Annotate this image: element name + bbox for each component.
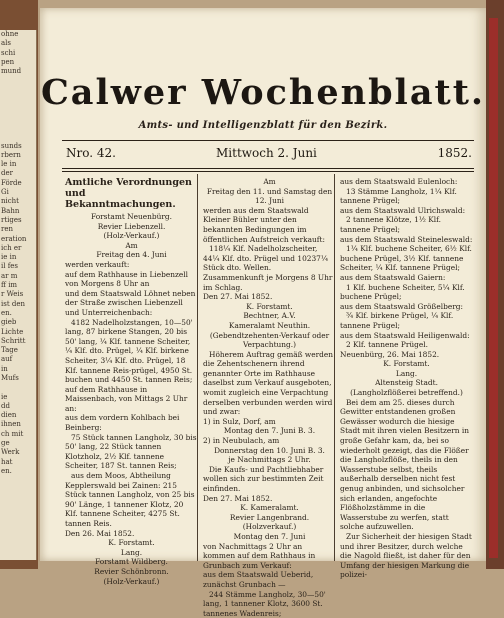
previous-page-fragment: le in xyxy=(1,160,17,169)
article-line: Altensteig Stadt. xyxy=(375,378,438,388)
article-line: Bei dem am 25. dieses durch Gewitter entstandenen großen Gewässer wodurch die hiesige Stadt mit ihren vielen Besitzern in große Gefahr kam, da, bei so wiederholt gezeigt, das die Flößer die Langholzflöße, theils in den Wasserstube selbst, theils außerhalb derselben nicht fest genug anbinden, und sichsolcher sich erlanden, angefochte Flößholzstämme in die Wasserstube zu werfen, statt solche aufzuwellen. xyxy=(340,397,470,532)
article-line: Den 27. Mai 1852. xyxy=(203,292,273,302)
article-line: aus dem Staatswald Heiligenwald: xyxy=(340,330,470,340)
article-line: Montag den 7. Juni xyxy=(233,531,306,541)
article-line: Lang. xyxy=(120,547,143,557)
article-line: 2 tannene Klötze, 1½ Klf. tannene Prügel; xyxy=(340,215,441,234)
previous-page-fragment: ie xyxy=(1,392,8,401)
article-line: Revier Liebenzell. xyxy=(97,221,166,231)
article-line: 75 Stück tannen Langholz, 30 bis 50' lang, 22 Stück tannen Klotzholz, 2½ Klf. tannene Scheiter, 187 St. tannen Reis; xyxy=(65,432,197,471)
article-line: Bechtner, A.V. xyxy=(243,311,296,321)
article-line: werden verkauft: xyxy=(65,259,130,269)
previous-page-fragment: ren xyxy=(1,225,13,234)
text-column-1 xyxy=(65,177,198,586)
article-line: aus dem Staatswald Ueberid, zunächst Grunbach — xyxy=(203,570,314,589)
previous-page-fragment: ich er xyxy=(1,243,22,252)
previous-page-fragment: Gi xyxy=(1,188,9,197)
previous-page-fragment: ff im xyxy=(1,281,18,290)
article-line: 2) in Neubulach, am xyxy=(203,436,280,446)
previous-page-fragment: dd xyxy=(1,401,10,410)
previous-page-fragment: il fes xyxy=(1,262,19,271)
previous-page-fragment: sunds xyxy=(1,141,22,150)
article-line: Den 27. Mai 1852. xyxy=(203,493,273,503)
article-line: ¾ Klf. birkene Prügel, ¼ Klf. tannene Prügel; xyxy=(340,311,454,330)
article-line: K. Kameralamt. xyxy=(240,503,299,513)
previous-page-fragment: Förde xyxy=(1,178,22,187)
previous-page-fragment: Lichte xyxy=(1,327,24,336)
previous-page-fragment: dien xyxy=(1,411,17,420)
previous-page-fragment: Mufs xyxy=(1,373,19,382)
article-line: Zusammenkunft je Morgens 8 Uhr im Schlag. xyxy=(203,272,333,292)
text-column-3 xyxy=(340,177,473,580)
article-line: Am xyxy=(263,177,276,186)
issue-year: 1852. xyxy=(437,146,472,160)
previous-page-fragment: hat xyxy=(1,457,13,466)
previous-page-fragment: ie in xyxy=(1,253,17,262)
previous-page-fragment xyxy=(0,114,36,123)
article-line: K. Forstamt. xyxy=(246,301,293,311)
article-line: Zur Sicherheit der hiesigen Stadt und ihrer Besitzer, durch welche die Nagold fließt, ist daher für den Umfang der hiesigen Markung die polizei- xyxy=(340,531,472,580)
cover-spine-edge xyxy=(489,18,498,558)
article-line: Forstamt Neuenbürg. xyxy=(90,212,173,221)
issue-date: Mittwoch 2. Juni xyxy=(216,146,317,160)
article-line: aus dem Staatswald Steineleswald: xyxy=(340,234,473,244)
previous-page-fragment: ge xyxy=(1,439,10,448)
issue-number: Nro. 42. xyxy=(66,146,116,160)
previous-page-fragment xyxy=(0,383,36,392)
article-line: Am xyxy=(125,240,138,250)
newspaper-subtitle: Amts- und Intelligenzblatt für den Bezirk. xyxy=(138,120,388,131)
previous-page-fragment: r Weis xyxy=(1,290,24,299)
article-line: Den 26. Mai 1852. xyxy=(65,528,135,538)
article-line: Freitag den 11. und Samstag den 12. Juni xyxy=(206,186,333,206)
previous-page-fragment: rtiges xyxy=(1,215,22,224)
previous-page-fragment: ohne xyxy=(1,30,19,38)
newspaper-page xyxy=(40,8,486,618)
article-line: aus dem Staatswald Gaiern: xyxy=(340,272,446,282)
article-line: von Nachmittags 2 Uhr an kommen auf dem Rathhaus in Grunbach zum Verkauf: xyxy=(203,541,316,570)
article-line: Montag den 7. Juni B. 3. xyxy=(223,426,316,436)
previous-page-fragment: Bahn xyxy=(1,206,20,215)
article-line: aus dem Staatswald Größelberg: xyxy=(340,301,463,311)
article-line: auf dem Rathhause in Liebenzell von Morgens 8 Uhr an xyxy=(65,269,189,289)
previous-page-fragment: rbern xyxy=(1,150,21,159)
article-line: auf dem Rathhause in Maissenbach, von Mittags 2 Uhr an: xyxy=(65,384,188,413)
article-line: 4182 Nadelholzstangen, 10—50' lang, 87 birkene Stangen, 20 bis 50' lang, ¼ Klf. tannene Scheiter, ¼ Klf. dto. Prügel, ¼ Klf. birkene Scheiter, 3¼ Klf. dto. Prügel, 18 Klf. tannene Reis-prügel, 4950 St. buchen und 4450 St. tannen Reis; xyxy=(65,317,193,385)
previous-page-fragment: ch mit xyxy=(1,429,24,438)
article-line: Neuenbürg, 26. Mai 1852. xyxy=(340,349,440,359)
article-line: 1 Klf. buchene Scheiter, 5¼ Klf. buchene Prügel; xyxy=(340,282,465,302)
previous-page-fragment xyxy=(0,76,36,85)
previous-page-fragment: auf xyxy=(1,355,13,364)
previous-page-fragment xyxy=(0,95,36,104)
article-line: 1¼ Klf. buchene Scheiter, 6½ Klf. buchene Prügel, 3½ Klf. tannene Scheiter, ¼ Klf. tannene Prügel; xyxy=(340,244,472,273)
previous-page-fragment: Tage xyxy=(1,346,18,355)
article-line: (Holz-Verkauf.) xyxy=(103,231,160,241)
article-line: und dem Staatswald Löhnet neben der Straße zwischen Liebenzell und Unterreichenbach: xyxy=(65,288,196,317)
previous-page-fragment: mund xyxy=(1,67,22,76)
article-line: (Gebendtzehenten-Verkauf oder Verpachtung.) xyxy=(209,330,330,350)
previous-page-fragment: gieb xyxy=(1,318,17,327)
newspaper-title: Calwer Wochenblatt. xyxy=(40,72,486,113)
article-line: 2 Klf. tannene Prügel. xyxy=(346,340,428,350)
previous-page-fragment: pen xyxy=(1,57,15,66)
article-line: Revier Schönbronn. xyxy=(94,566,169,576)
article-line: aus dem Staatswald Eulenloch: xyxy=(340,177,458,186)
previous-page-fragment: eration xyxy=(1,234,27,243)
masthead-top-rule xyxy=(62,140,474,141)
book-cover-right xyxy=(486,0,504,569)
previous-page-fragment: en. xyxy=(1,308,12,317)
text-column-2 xyxy=(203,177,336,618)
article-line: Donnerstag den 10. Juni B. 3. xyxy=(214,445,325,455)
previous-page-fragment: in xyxy=(1,364,8,373)
previous-page-fragment: ihnen xyxy=(1,420,21,429)
article-line: (Langholzflößerei betreffend.) xyxy=(350,388,463,398)
article-line: Revier Langenbrand. xyxy=(229,512,310,522)
article-line: Amtliche Verordnungen und Bekanntmachungen. xyxy=(65,177,192,210)
article-line: Lang. xyxy=(395,368,418,378)
previous-page-fragment: ar m xyxy=(1,271,18,280)
previous-page-fragment: schi xyxy=(1,48,16,57)
article-line: Forstamt Wildberg. xyxy=(95,557,168,567)
previous-page-fragment: als xyxy=(1,39,12,48)
article-line: (Holz-Verkauf.) xyxy=(103,576,160,586)
previous-page-fragment: ist den xyxy=(1,299,26,308)
article-line: Die Kaufs- und Pachtliebhaber wollen sich zur bestimmten Zeit einfinden. xyxy=(203,464,324,493)
article-line: werden aus dem Staatswald Kleiner Bühler unter den bekannten Bedingungen im öffentlichen Aufstreich verkauft: xyxy=(203,205,325,244)
article-line: 244 Stämme Langholz, 30—50' lang, 1 tannener Klotz, 3600 St. tannenes Wadenreis; xyxy=(203,589,326,618)
article-line: 118¼ Klf. Nadelholzscheiter, 44¼ Klf. dto. Prügel und 10237¼ Stück dto. Wellen. xyxy=(203,244,329,273)
article-line: K. Forstamt. xyxy=(383,359,430,369)
article-line: aus dem Moos, Abtheilung Kepplerswald bei Zainen: 215 Stück tannen Langholz, von 25 bis 90' Länge, 1 tannener Klotz, 20 Klf. tannene Scheiter, 4275 St. tannen Reis. xyxy=(65,471,195,528)
article-line: Kameralamt Neuthin. xyxy=(228,320,311,330)
article-line: aus dem Staatswald Ulrichswald: xyxy=(340,205,466,215)
article-line: 1) in Sulz, Dorf, am xyxy=(203,416,276,426)
previous-page-fragment xyxy=(0,86,36,95)
previous-page-fragment xyxy=(0,123,36,132)
previous-page-fragment: nicht xyxy=(1,197,19,206)
previous-page-fragment xyxy=(0,104,36,113)
article-line: Höherem Auftrag gemäß werden die Zehentschenern ihrend genannter Orte im Rathhause daselbst zum Verkauf ausgeboten, womit zugleich eine Verpachtung derselben verbunden werden wird und zwar: xyxy=(203,349,334,417)
previous-page-fragment xyxy=(0,132,36,141)
article-line: 13 Stämme Langholz, 1¼ Klf. tannene Prügel; xyxy=(340,186,457,206)
article-line: je Nachmittags 2 Uhr. xyxy=(228,455,311,465)
previous-page-fragment: Werk xyxy=(1,448,20,457)
article-line: (Holzverkauf.) xyxy=(242,522,297,532)
previous-page-fragment: en. xyxy=(1,466,12,475)
masthead-bottom-rule-2 xyxy=(62,171,474,172)
masthead-bottom-rule xyxy=(62,168,474,169)
previous-page-fragment: Schritt xyxy=(1,336,26,345)
article-line: Freitag den 4. Juni xyxy=(96,250,167,260)
previous-page-edge xyxy=(0,30,37,560)
masthead-info-row xyxy=(66,146,472,164)
article-line: aus dem vordern Kohlbach bei Beinberg: xyxy=(65,413,180,433)
article-line: K. Forstamt. xyxy=(108,538,155,548)
previous-page-fragment: der xyxy=(1,169,13,178)
